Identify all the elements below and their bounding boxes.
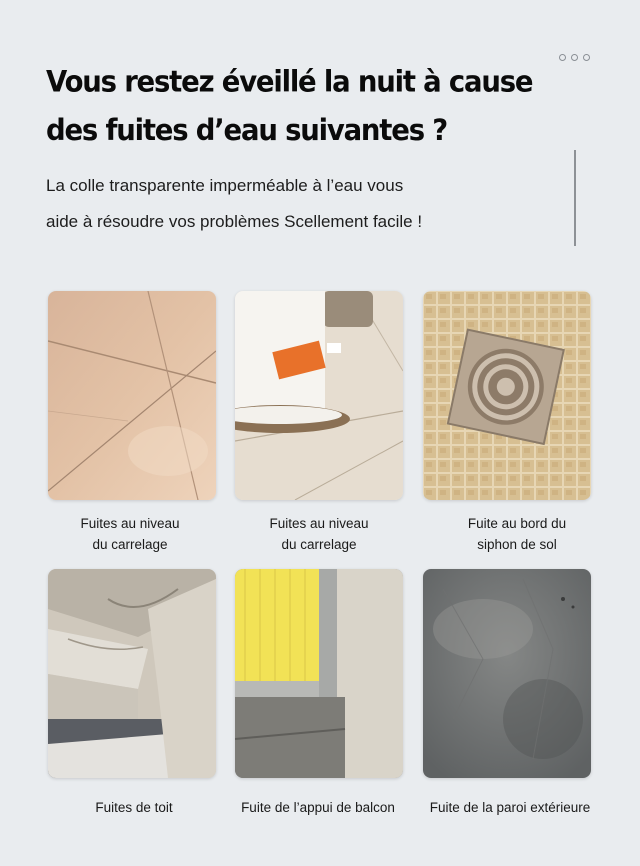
roof-crack-photo bbox=[48, 569, 216, 778]
caption-4 bbox=[40, 797, 228, 818]
subtitle-line-1: La colle transparente imperméable à l’eau vous bbox=[46, 176, 404, 195]
page-title bbox=[46, 58, 546, 155]
caption-line: du carrelage bbox=[92, 537, 168, 552]
caption-line: Fuites au niveau bbox=[269, 516, 369, 531]
dot-icon bbox=[571, 54, 578, 61]
caption-line: Fuite au bord du bbox=[467, 516, 567, 531]
divider bbox=[574, 150, 576, 246]
caption-line: Fuite de l’appui de balcon bbox=[241, 800, 395, 815]
caption-6 bbox=[416, 797, 604, 818]
toilet-base-photo bbox=[235, 291, 403, 500]
caption-line: Fuites au niveau bbox=[80, 516, 180, 531]
caption-line: siphon de sol bbox=[477, 537, 557, 552]
caption-1 bbox=[36, 513, 224, 555]
title-line-1: Vous restez éveillé la nuit à cause bbox=[46, 64, 533, 100]
dot-icon bbox=[559, 54, 566, 61]
exterior-wall-photo bbox=[423, 569, 591, 778]
floor-tile-photo bbox=[48, 291, 216, 500]
dot-icon bbox=[583, 54, 590, 61]
caption-3 bbox=[423, 513, 611, 555]
more-dots-icon[interactable] bbox=[559, 54, 590, 61]
caption-line: du carrelage bbox=[281, 537, 357, 552]
title-line-2: des fuites d’eau suivantes ? bbox=[46, 113, 448, 148]
floor-drain-photo bbox=[423, 291, 591, 500]
caption-5 bbox=[224, 797, 412, 818]
caption-line: Fuite de la paroi extérieure bbox=[429, 800, 591, 815]
caption-2 bbox=[225, 513, 413, 555]
page-subtitle bbox=[46, 168, 546, 240]
balcony-window-photo bbox=[235, 569, 403, 778]
subtitle-line-2: aide à résoudre vos problèmes Scellement facile ! bbox=[46, 212, 423, 231]
caption-line: Fuites de toit bbox=[95, 800, 173, 815]
